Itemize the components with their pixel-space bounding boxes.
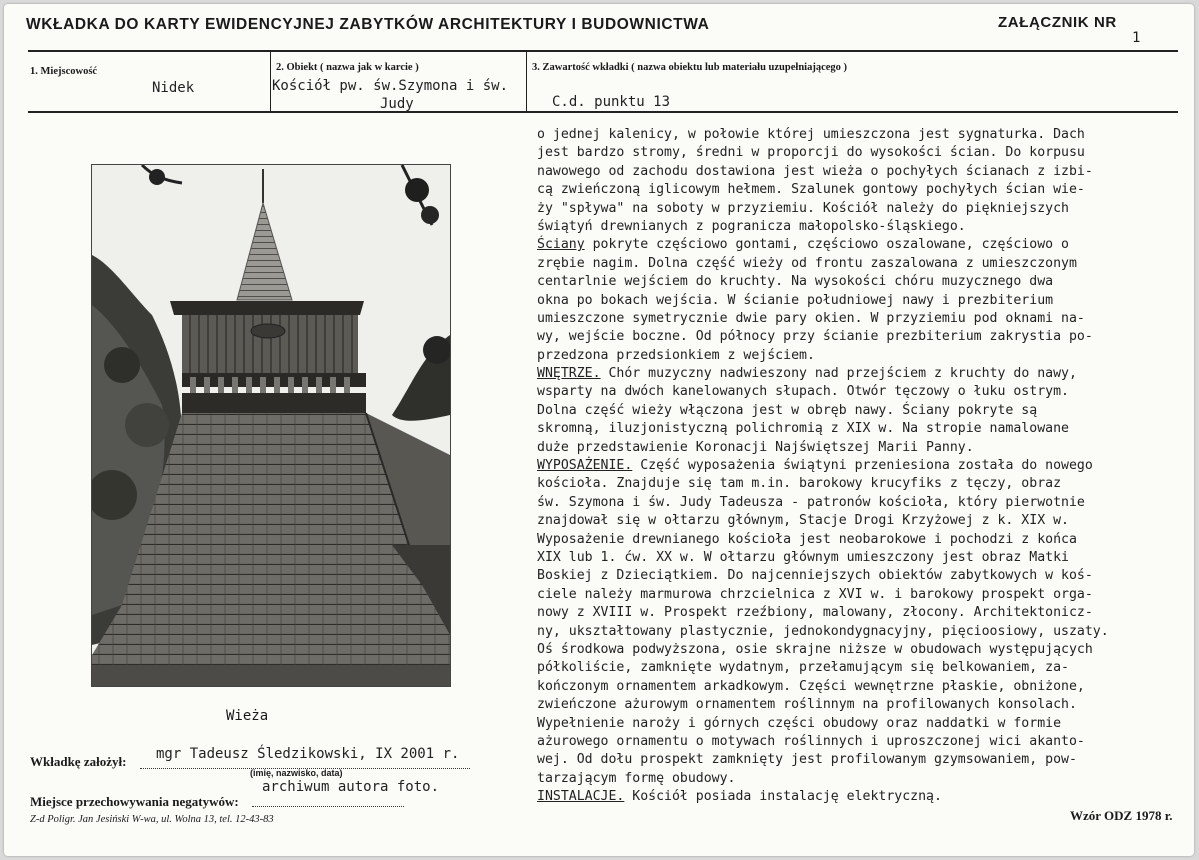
text-line [537, 439, 1177, 457]
text-line [537, 678, 1177, 696]
line-text: Boskiej z Dzieciątkiem. Do najcenniejszych obiektów zabytkowych w koś- [537, 568, 1093, 584]
annex-label: ZAŁĄCZNIK NR [998, 14, 1117, 31]
description-text [537, 126, 1177, 806]
text-line [537, 273, 1177, 291]
line-text: ny, ukształtowany plastycznie, jednokondygnacyjny, pięcioosiowy, uszaty. [537, 623, 1109, 639]
text-line [537, 144, 1177, 162]
line-text: Część wyposażenia świątyni przeniesiona została do nowego [632, 458, 1093, 474]
text-line [537, 181, 1177, 199]
text-line [537, 567, 1177, 585]
author-hint: (imię, nazwisko, data) [250, 768, 343, 778]
tower-photo-image [92, 165, 450, 686]
text-line [537, 475, 1177, 493]
line-text: nowy z XVIII w. Prospekt rzeźbiony, malowany, złocony. Architektonicz- [537, 605, 1093, 621]
negatives-value: archiwum autora foto. [262, 779, 440, 795]
text-line [537, 457, 1177, 475]
text-line [537, 328, 1177, 346]
line-text: ażurowego ornamentu o motywach roślinnych i uproszczonej wici akanto- [537, 733, 1085, 749]
text-line [537, 383, 1177, 401]
text-line [537, 200, 1177, 218]
text-line [537, 402, 1177, 420]
line-text: skromną, iluzjonistyczną polichromią z XIX w. Na stropie namalowane [537, 421, 1069, 437]
text-line [537, 733, 1177, 751]
line-text: cą zwieńczoną iglicowym hełmem. Szalunek gontowy pochyłych ścian wie- [537, 182, 1085, 198]
text-line [537, 788, 1177, 806]
text-line [537, 604, 1177, 622]
tower-photo [91, 164, 451, 687]
author-value: mgr Tadeusz Śledzikowski, IX 2001 r. [156, 746, 460, 762]
line-text: tarzającym formę obudowy. [537, 770, 736, 786]
section-heading: WYPOSAŻENIE. [537, 458, 633, 474]
annex-number: 1 [1132, 30, 1141, 46]
photo-caption: Wieża [226, 708, 269, 724]
section-heading: INSTALACJE. [537, 789, 625, 805]
line-text: kończonym ornamentem arkadkowym. Części wewnętrzne płaskie, obniżone, [537, 678, 1085, 694]
text-line [537, 163, 1177, 181]
text-line [537, 696, 1177, 714]
negatives-dotted-line [252, 806, 404, 807]
object-label: 2. Obiekt ( nazwa jak w karcie ) [276, 62, 419, 73]
text-line [537, 531, 1177, 549]
line-text: ciele należy marmurowa chrzcielnica z XVI w. i barokowy prospekt orga- [537, 586, 1093, 602]
text-line [537, 751, 1177, 769]
author-label: Wkładkę założył: [30, 754, 127, 769]
line-text: Dolna część wieży włączona jest w obręb nawy. Ściany pokryte są [537, 402, 1038, 418]
printer-info: Z-d Poligr. Jan Jesiński W-wa, ul. Wolna 13, tel. 12-43-83 [30, 814, 274, 825]
text-line [537, 126, 1177, 144]
line-text: jest bardzo stromy, średni w proporcji do wysokości ścian. Do korpusu [537, 145, 1085, 161]
column-divider-2 [526, 51, 527, 112]
line-text: Wypełnienie naroży i górnych części obudowy oraz naddatki w formie [537, 715, 1062, 731]
text-line [537, 347, 1177, 365]
locality-value: Nidek [152, 80, 195, 96]
line-text: pokryte częściowo gontami, częściowo oszalowane, częściowo o [584, 237, 1069, 253]
line-text: o jednej kalenicy, w połowie której umieszczona jest sygnaturka. Dach [537, 127, 1085, 142]
text-line [537, 255, 1177, 273]
line-text: wsparty na dwóch kanelowanych słupach. Otwór tęczowy o łuku ostrym. [537, 384, 1069, 400]
line-text: zrębie nagim. Dolna część wieży od frontu zaszalowana z umieszczonym [537, 255, 1077, 271]
line-text: centarlnie wejściem do kruchty. Na wysokości chóru muzycznego dwa [537, 274, 1054, 290]
line-text: wy, wejście boczne. Od północy przy ścianie prezbiterium zakrystia po- [537, 329, 1093, 345]
line-text: XIX lub 1. ćw. XX w. W ołtarzu głównym umieszczony jest obraz Matki [537, 549, 1069, 565]
text-line [537, 292, 1177, 310]
content-label: 3. Zawartość wkładki ( nazwa obiektu lub materiału uzupełniającego ) [532, 62, 848, 73]
text-line [537, 218, 1177, 236]
text-line [537, 549, 1177, 567]
line-text: kościoła. Znajduje się tam m.in. barokowy krucyfiks z tęczy, obraz [537, 476, 1062, 492]
line-text: świątyń drewnianych z pogranicza małopolsko-śląskiego. [537, 218, 966, 234]
locality-label: 1. Miejscowość [30, 66, 98, 77]
line-text: Kościół posiada instalację elektryczną. [624, 789, 942, 805]
header-rule-bottom [28, 111, 1178, 113]
column-divider-1 [270, 51, 271, 112]
line-text: nawowego od zachodu dostawiona jest wieża o pochyłych ścianach z izbi- [537, 163, 1093, 179]
object-value-line-1: Kościół pw. św.Szymona i św. [272, 78, 509, 94]
line-text: Chór muzyczny nadwieszony nad przejściem z kruchty do nawy, [600, 366, 1077, 382]
text-line [537, 586, 1177, 604]
line-text: Wyposażenie drewnianego kościoła jest neobarokowe i pochodzi z końca [537, 531, 1077, 547]
text-line [537, 641, 1177, 659]
line-text: ży "spływa" na soboty w przyziemiu. Kościół należy do piękniejszych [537, 200, 1069, 216]
line-text: duże przedstawienie Koronacji Najświętszej Marii Panny. [537, 439, 974, 455]
line-text: przedzona przedsionkiem z wejściem. [537, 347, 815, 363]
line-text: wej. Od dołu prospekt zamknięty jest profilowanym gzymsowaniem, pow- [537, 752, 1077, 768]
text-line [537, 715, 1177, 733]
text-line [537, 236, 1177, 254]
form-id: Wzór ODZ 1978 r. [1070, 808, 1173, 823]
line-text: umieszczone symetrycznie dwie pary okien. W przyziemiu pod oknami na- [537, 310, 1085, 326]
text-line [537, 494, 1177, 512]
text-line [537, 623, 1177, 641]
content-value: C.d. punktu 13 [552, 94, 671, 110]
section-heading: WNĘTRZE. [537, 366, 601, 382]
negatives-label: Miejsce przechowywania negatywów: [30, 794, 239, 809]
section-heading: Ściany [537, 237, 585, 253]
line-text: okna po bokach wejścia. W ścianie południowej nawy i prezbiterium [537, 292, 1054, 308]
line-text: Oś środkowa podwyższona, osie skrajne niższe w obudowach występujących [537, 641, 1093, 657]
form-sheet [4, 4, 1194, 856]
object-value-line-2: Judy [380, 96, 414, 112]
form-title: WKŁADKA DO KARTY EWIDENCYJNEJ ZABYTKÓW ARCHITEKTURY I BUDOWNICTWA [26, 16, 710, 33]
text-line [537, 659, 1177, 677]
text-line [537, 420, 1177, 438]
line-text: zwieńczone ażurowym ornamentem roślinnym na profilowanych konsolach. [537, 697, 1077, 713]
text-line [537, 365, 1177, 383]
header-rule-top [28, 50, 1178, 52]
text-line [537, 512, 1177, 530]
line-text: półkoliście, zamknięte wydatnym, przełamującym się belkowaniem, za- [537, 660, 1069, 676]
line-text: znajdował się w ołtarzu głównym, Stacje Drogi Krzyżowej z k. XIX w. [537, 513, 1069, 529]
text-line [537, 310, 1177, 328]
line-text: św. Szymona i św. Judy Tadeusza - patronów kościoła, który pierwotnie [537, 494, 1085, 510]
text-line [537, 770, 1177, 788]
